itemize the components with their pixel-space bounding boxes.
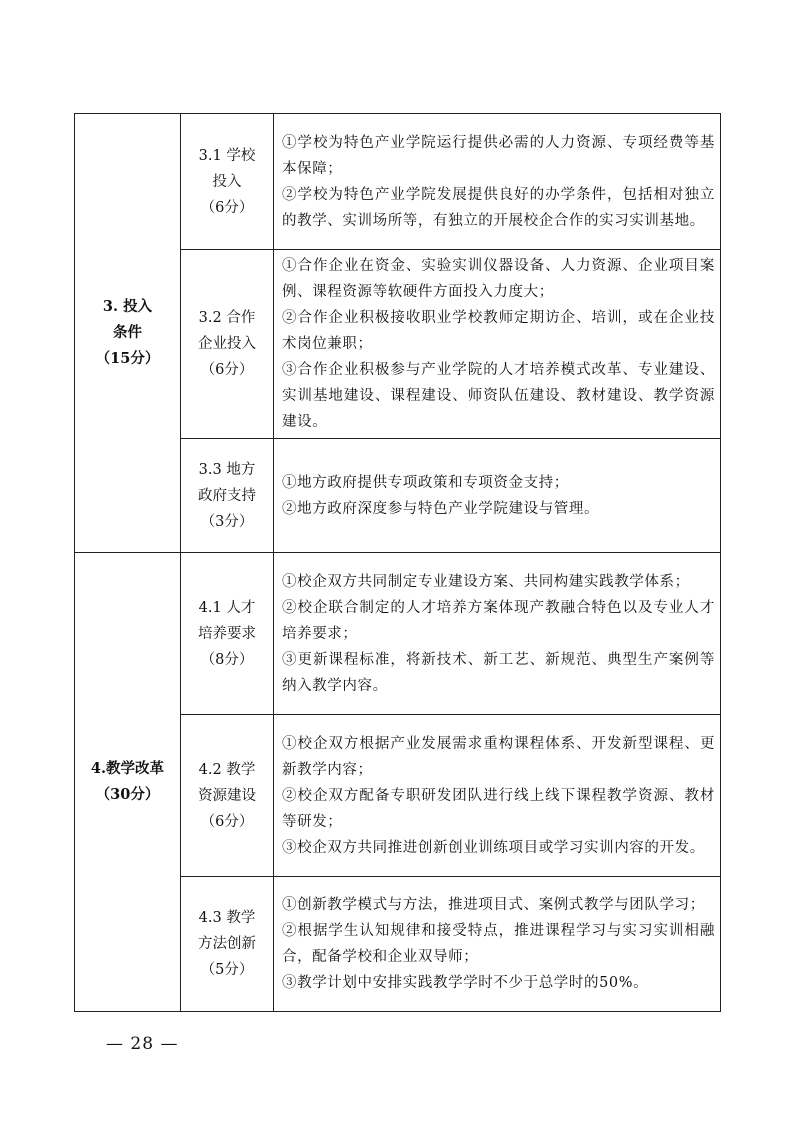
subcategory-title: 政府支持 bbox=[198, 487, 256, 504]
requirement-item: ②学校为特色产业学院发展提供良好的办学条件，包括相对独立的教学、实训场所等，有独立的开展校企合作的实习实训基地。 bbox=[282, 186, 715, 229]
requirement-item: ③校企双方共同推进创新创业训练项目或学习实训内容的开发。 bbox=[282, 839, 705, 856]
requirement-item: ③更新课程标准，将新技术、新工艺、新规范、典型生产案例等纳入教学内容。 bbox=[282, 651, 715, 694]
subcategory-title: 3.2 合作 bbox=[198, 310, 256, 326]
requirement-item: ②校企联合制定的人才培养方案体现产教融合特色以及专业人才培养要求； bbox=[282, 599, 715, 642]
requirement-item: ①合作企业在资金、实验实训仪器设备、人力资源、企业项目案例、课程资源等软硬件方面投入力度大； bbox=[282, 258, 715, 300]
subcategory-title: 培养要求 bbox=[198, 625, 256, 642]
subcategory-cell bbox=[181, 114, 274, 250]
requirement-item: ①校企双方共同制定专业建设方案、共同构建实践教学体系； bbox=[282, 573, 690, 590]
subcategory-cell bbox=[181, 250, 274, 439]
requirement-cell bbox=[274, 553, 721, 715]
requirement-item: ②校企双方配备专职研发团队进行线上线下课程教学资源、教材等研发； bbox=[282, 787, 715, 830]
subcategory-title: 投入 bbox=[212, 173, 242, 190]
requirement-item: ①创新教学模式与方法，推进项目式、案例式教学与团队学习； bbox=[282, 897, 705, 913]
requirement-cell bbox=[274, 877, 721, 1012]
subcategory-cell bbox=[181, 553, 274, 715]
category-title: 条件 bbox=[113, 324, 142, 341]
requirement-cell bbox=[274, 439, 721, 553]
subcategory-title: 4.2 教学 bbox=[198, 761, 256, 778]
requirement-item: ②地方政府深度参与特色产业学院建设与管理。 bbox=[282, 500, 600, 517]
subcategory-title: 方法创新 bbox=[198, 936, 256, 952]
subcategory-title: 4.1 人才 bbox=[198, 599, 256, 616]
requirement-item: ①地方政府提供专项政策和专项资金支持； bbox=[282, 474, 569, 491]
requirement-item: ③合作企业积极参与产业学院的人才培养模式改革、专业建设、实训基地建设、课程建设、师资队伍建设、教材建设、教学资源建设。 bbox=[282, 362, 715, 430]
category-title: 3. 投入 bbox=[102, 298, 153, 315]
category-score: （30分） bbox=[95, 786, 160, 803]
subcategory-score: （6分） bbox=[200, 199, 254, 216]
requirement-item: ③教学计划中安排实践教学学时不少于总学时的50%。 bbox=[282, 975, 649, 991]
subcategory-title: 企业投入 bbox=[198, 336, 256, 352]
requirement-cell bbox=[274, 715, 721, 877]
table-row bbox=[75, 114, 721, 250]
category-cell-teaching-reform bbox=[75, 553, 181, 1012]
subcategory-score: （3分） bbox=[200, 513, 254, 530]
subcategory-score: （6分） bbox=[200, 813, 254, 830]
subcategory-cell bbox=[181, 877, 274, 1012]
requirement-item: ②合作企业积极接收职业学校教师定期访企、培训，或在企业技术岗位兼职； bbox=[282, 310, 715, 352]
subcategory-title: 4.3 教学 bbox=[198, 910, 256, 926]
requirement-cell bbox=[274, 250, 721, 439]
category-score: （15分） bbox=[95, 350, 160, 367]
evaluation-criteria-table bbox=[74, 113, 721, 1012]
requirement-cell bbox=[274, 114, 721, 250]
table-row bbox=[75, 553, 721, 715]
subcategory-score: （5分） bbox=[200, 962, 254, 978]
subcategory-title: 3.1 学校 bbox=[198, 147, 256, 164]
subcategory-cell bbox=[181, 439, 274, 553]
subcategory-title: 资源建设 bbox=[198, 787, 256, 804]
requirement-item: ①学校为特色产业学院运行提供必需的人力资源、专项经费等基本保障； bbox=[282, 134, 715, 177]
subcategory-score: （8分） bbox=[200, 651, 254, 668]
category-cell-investment bbox=[75, 114, 181, 553]
page-number: — 28 — bbox=[106, 1034, 179, 1054]
subcategory-score: （6分） bbox=[200, 362, 254, 378]
requirement-item: ①校企双方根据产业发展需求重构课程体系、开发新型课程、更新教学内容； bbox=[282, 735, 715, 778]
subcategory-cell bbox=[181, 715, 274, 877]
requirement-item: ②根据学生认知规律和接受特点，推进课程学习与实习实训相融合，配备学校和企业双导师； bbox=[282, 923, 715, 965]
category-title: 4.教学改革 bbox=[90, 760, 165, 777]
subcategory-title: 3.3 地方 bbox=[198, 461, 256, 478]
